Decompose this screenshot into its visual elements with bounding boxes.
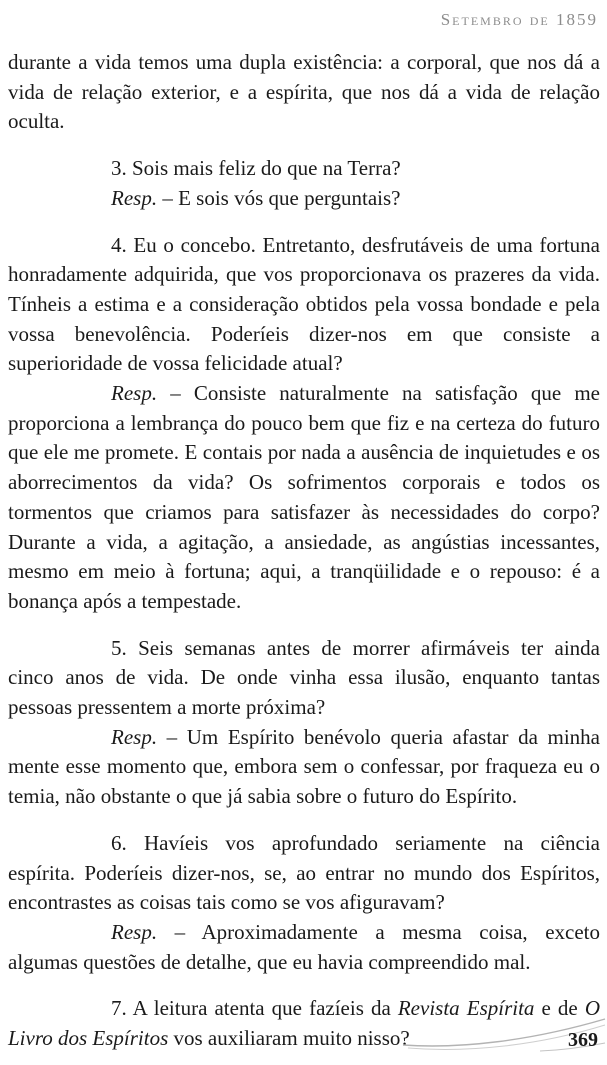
- answer-text: – Um Espírito benévolo queria afastar da minha mente esse momento que, embora sem o confessar, por fraqueza eu o temia, não obstante o que já sabia sobre o futuro do Espírito.: [8, 724, 600, 809]
- question-5: 5. Seis semanas antes de morrer afirmáveis ter ainda cinco anos de vida. De onde vinha essa ilusão, enquanto tantas pessoas pressentem a morte próxima?: [8, 635, 600, 720]
- page-footer: [400, 1015, 607, 1065]
- answer-label: Resp.: [111, 919, 158, 944]
- answer-label: Resp.: [111, 724, 158, 749]
- question-text: vos auxiliaram muito nisso?: [168, 1026, 410, 1051]
- page-number: 369: [568, 1029, 598, 1051]
- paragraph-continuation: durante a vida temos uma dupla existência: a corporal, que nos dá a vida de relação exterior, e a espírita, que nos dá a vida de relação oculta.: [8, 50, 600, 134]
- answer-3: [8, 184, 600, 214]
- book-title: Revista Espírita: [397, 996, 535, 1021]
- question-3: 3. Sois mais feliz do que na Terra?: [111, 156, 401, 181]
- book-title: O Livro dos Espíritos: [8, 996, 600, 1051]
- question-4: 4. Eu o concebo. Entretanto, desfrutáveis de uma fortuna honradamente adquirida, que vos proporcionava os prazeres da vida. Tínheis a estima e a consideração obtidos pela vossa bondade e pela vossa benevolência. Poderíeis dizer-nos em que consiste a superioridade de vossa felicidade atual?: [8, 232, 600, 376]
- body-text: [8, 48, 600, 1054]
- answer-text: – Consiste naturalmente na satisfação que me proporciona a lembrança do pouco bem que fiz e na certeza do futuro que ele me promete. E contais por nada a ausência de inquietudes e os aborrecimentos da vida? Os sofrimentos corporais e todos os tormentos que criamos para satisfazer às necessidades do corpo? Durante a vida, a agitação, a ansiedade, as angústias incessantes, mesmo em meio à fortuna; aqui, a tranqüilidade e o repouso: é a bonança após a tempestade.: [8, 381, 600, 613]
- answer-label: Resp.: [111, 381, 158, 406]
- running-head: Setembro de 1859: [440, 10, 598, 29]
- question-6: 6. Havíeis vos aprofundado seriamente na ciência espírita. Poderíeis dizer-nos, se, ao entrar no mundo dos Espíritos, encontrastes as coisas tais como se vos afiguravam?: [8, 830, 600, 915]
- question-text: 7. A leitura atenta que fazíeis da: [111, 996, 398, 1021]
- answer-text: – E sois vós que perguntais?: [157, 185, 401, 210]
- answer-6: [8, 918, 600, 977]
- question-text: e de: [534, 996, 585, 1021]
- answer-4: [8, 379, 600, 617]
- answer-text: – Aproximadamente a mesma coisa, exceto algumas questões de detalhe, que eu havia compreendido mal.: [8, 919, 600, 974]
- answer-label: Resp.: [111, 185, 158, 210]
- answer-5: [8, 723, 600, 812]
